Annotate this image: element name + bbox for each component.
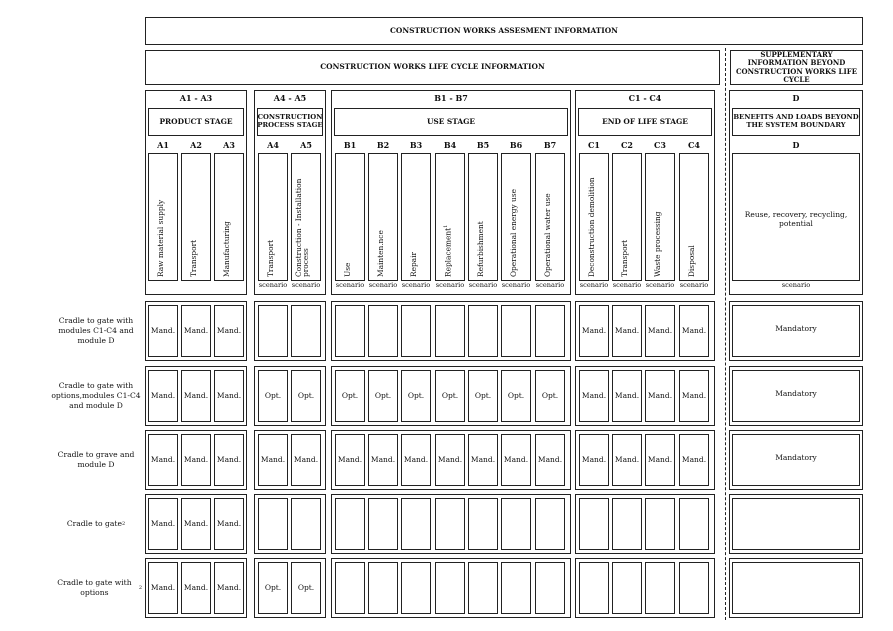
module-code-A5: A5 [300, 140, 312, 151]
row-5-cell-C2 [612, 562, 642, 614]
module-code-B4: B4 [443, 140, 457, 151]
row-4-cell-D [732, 498, 860, 550]
row-4-cell-B4 [435, 498, 465, 550]
lifecycle-title: CONSTRUCTION WORKS LIFE CYCLE INFORMATION [320, 62, 545, 72]
stage-range-1: A1 - A3 [179, 93, 213, 104]
row-3-value-B2: Mand. [370, 454, 396, 464]
boundary-dashed-line [725, 48, 726, 620]
module-name-A5: Construction - Installation process [294, 178, 311, 277]
row-1-value-A3: Mand. [216, 325, 242, 335]
module-scenario-B2: scenario [368, 281, 398, 290]
row-1-cell-A5 [291, 305, 321, 357]
row-4-cell-C4 [679, 498, 709, 550]
assessment-title: CONSTRUCTION WORKS ASSESMENT INFORMATION [390, 25, 618, 35]
module-code-D: D [792, 140, 800, 151]
module-name-B4: Replacement$^1$ [443, 224, 453, 277]
row-1-cell-B4 [435, 305, 465, 357]
row-5-cell-C3 [645, 562, 675, 614]
module-code-C3: C3 [654, 140, 666, 151]
module-code-B6: B6 [509, 140, 523, 151]
row-3-value-B6: Mand. [503, 454, 529, 464]
module-scenario-B3: scenario [401, 281, 431, 290]
row-4-cell-B6 [501, 498, 531, 550]
row-2-value-A1: Mand. [150, 390, 176, 400]
row-4-cell-C1 [579, 498, 609, 550]
stage-label-3: USE STAGE [426, 116, 476, 126]
module-code-B3: B3 [409, 140, 423, 151]
row-5-value-A5: Opt. [297, 582, 315, 592]
module-name-C3: Waste processing [653, 211, 662, 277]
row-3-value-C4: Mand. [681, 454, 707, 464]
module-code-B7: B7 [543, 140, 557, 151]
stage-range-4: C1 - C4 [628, 93, 662, 104]
row-5-cell-B4 [435, 562, 465, 614]
row-5-value-A4: Opt. [264, 582, 282, 592]
row-3-value-C1: Mand. [581, 454, 607, 464]
module-code-A1: A1 [157, 140, 169, 151]
row-4-cell-B3 [401, 498, 431, 550]
row-3-value-A4: Mand. [260, 454, 286, 464]
module-name-B1: Use [343, 262, 352, 277]
module-code-C1: C1 [588, 140, 600, 151]
module-scenario-B6: scenario [501, 281, 531, 290]
module-scenario-B7: scenario [535, 281, 565, 290]
row-4-cell-B7 [535, 498, 565, 550]
row-4-cell-B5 [468, 498, 498, 550]
stage-label-5: BENEFITS AND LOADS BEYOND THE SYSTEM BOUNDARY [733, 113, 859, 129]
row-4-cell-A5 [291, 498, 321, 550]
row-2-value-B6: Opt. [507, 390, 525, 400]
module-code-C4: C4 [688, 140, 700, 151]
row-3-value-B3: Mand. [403, 454, 429, 464]
row-1-value-C4: Mand. [681, 325, 707, 335]
row-5-value-A1: Mand. [150, 582, 176, 592]
row-2-value-B2: Opt. [374, 390, 392, 400]
module-name-B7: Operational water use [543, 193, 552, 277]
module-code-B5: B5 [476, 140, 490, 151]
row-label-1: Cradle to gate with modules C1-C4 and module D [58, 316, 134, 345]
row-5-cell-B7 [535, 562, 565, 614]
row-1-value-C1: Mand. [581, 325, 607, 335]
row-1-value-C3: Mand. [647, 325, 673, 335]
row-2-value-B5: Opt. [474, 390, 492, 400]
module-scenario-C4: scenario [679, 281, 709, 290]
module-scenario-C3: scenario [645, 281, 675, 290]
module-code-A2: A2 [190, 140, 202, 151]
module-name-C2: Transport [620, 239, 629, 277]
module-name-A4: Transport [266, 239, 275, 277]
row-5-value-A3: Mand. [216, 582, 242, 592]
row-4-value-A1: Mand. [150, 518, 176, 528]
row-4-cell-A4 [258, 498, 288, 550]
row-label-2: Cradle to gate with options,modules C1-C4 and module D [51, 381, 141, 410]
module-name-B2: Mainten.nce [376, 230, 385, 277]
row-4-cell-B2 [368, 498, 398, 550]
stage-range-3: B1 - B7 [434, 93, 468, 104]
row-label-5: Cradle to gate with options 2 [57, 578, 142, 597]
row-3-value-A5: Mand. [293, 454, 319, 464]
row-2-value-B3: Opt. [407, 390, 425, 400]
row-1-cell-A4 [258, 305, 288, 357]
row-1-value-A2: Mand. [183, 325, 209, 335]
row-1-value-C2: Mand. [614, 325, 640, 335]
module-name-A3: Manufacturing [222, 221, 231, 277]
row-2-value-B1: Opt. [341, 390, 359, 400]
module-scenario-C2: scenario [612, 281, 642, 290]
row-1-cell-B3 [401, 305, 431, 357]
module-name-A1: Raw material supply [156, 199, 165, 277]
row-1-cell-B5 [468, 305, 498, 357]
module-code-A4: A4 [267, 140, 279, 151]
row-5-value-A2: Mand. [183, 582, 209, 592]
module-scenario-C1: scenario [579, 281, 609, 290]
module-scenario-B1: scenario [335, 281, 365, 290]
row-2-value-A2: Mand. [183, 390, 209, 400]
row-2-value-C3: Mand. [647, 390, 673, 400]
row-2-value-A3: Mand. [216, 390, 242, 400]
stage-range-5: D [792, 93, 800, 104]
row-3-value-A1: Mand. [150, 454, 176, 464]
module-code-B2: B2 [376, 140, 390, 151]
row-3-value-C2: Mand. [614, 454, 640, 464]
row-5-cell-B2 [368, 562, 398, 614]
row-2-value-C2: Mand. [614, 390, 640, 400]
row-3-value-B5: Mand. [470, 454, 496, 464]
row-2-value-B4: Opt. [441, 390, 459, 400]
row-3-value-D: Mandatory [775, 452, 817, 462]
stage-range-2: A4 - A5 [273, 93, 307, 104]
module-code-A3: A3 [223, 140, 235, 151]
row-2-value-A4: Opt. [264, 390, 282, 400]
stage-label-4: END OF LIFE STAGE [602, 116, 688, 126]
row-5-cell-B3 [401, 562, 431, 614]
module-name-B5: Refurbishment [476, 221, 485, 277]
row-1-value-A1: Mand. [150, 325, 176, 335]
row-3-value-C3: Mand. [647, 454, 673, 464]
module-scenario-A5: scenario [291, 281, 321, 290]
module-scenario-B4: scenario [435, 281, 465, 290]
row-1-cell-B6 [501, 305, 531, 357]
module-code-B1: B1 [343, 140, 357, 151]
module-code-C2: C2 [621, 140, 633, 151]
row-2-value-B7: Opt. [541, 390, 559, 400]
module-name-A2: Transport [189, 239, 198, 277]
row-3-value-B4: Mand. [437, 454, 463, 464]
row-5-cell-C4 [679, 562, 709, 614]
module-name-B6: Operational energy use [509, 189, 518, 277]
row-label-4: Cradle to gate 2 [66, 519, 126, 529]
row-5-cell-B6 [501, 562, 531, 614]
module-name-B3: Repair [409, 252, 418, 277]
row-5-cell-D [732, 562, 860, 614]
row-3-value-A2: Mand. [183, 454, 209, 464]
row-4-cell-C3 [645, 498, 675, 550]
stage-label-2: CONSTRUCTION PROCESS STAGE [257, 113, 323, 129]
row-2-value-C4: Mand. [681, 390, 707, 400]
row-label-3: Cradle to grave and module D [57, 450, 135, 469]
row-2-value-A5: Opt. [297, 390, 315, 400]
supplementary-title: SUPPLEMENTARY INFORMATION BEYOND CONSTRUCTION WORKS LIFE CYCLE [735, 50, 858, 84]
module-scenario-A4: scenario [258, 281, 288, 290]
row-1-cell-B7 [535, 305, 565, 357]
stage-label-1: PRODUCT STAGE [159, 116, 233, 126]
row-3-value-B7: Mand. [537, 454, 563, 464]
module-name-D: Reuse, recovery, recycling, potential [744, 210, 848, 228]
row-1-value-D: Mandatory [775, 323, 817, 333]
row-3-value-B1: Mand. [337, 454, 363, 464]
row-2-value-D: Mandatory [775, 388, 817, 398]
module-scenario-B5: scenario [468, 281, 498, 290]
row-5-cell-B5 [468, 562, 498, 614]
row-4-cell-B1 [335, 498, 365, 550]
module-scenario-D: scenario [781, 281, 811, 290]
row-5-cell-C1 [579, 562, 609, 614]
row-1-cell-B2 [368, 305, 398, 357]
row-5-cell-B1 [335, 562, 365, 614]
row-4-cell-C2 [612, 498, 642, 550]
row-4-value-A2: Mand. [183, 518, 209, 528]
row-1-cell-B1 [335, 305, 365, 357]
module-name-C4: Disposal [687, 245, 696, 277]
row-4-value-A3: Mand. [216, 518, 242, 528]
row-3-value-A3: Mand. [216, 454, 242, 464]
module-name-C1: Deconstruction demolition [587, 177, 596, 277]
row-2-value-C1: Mand. [581, 390, 607, 400]
